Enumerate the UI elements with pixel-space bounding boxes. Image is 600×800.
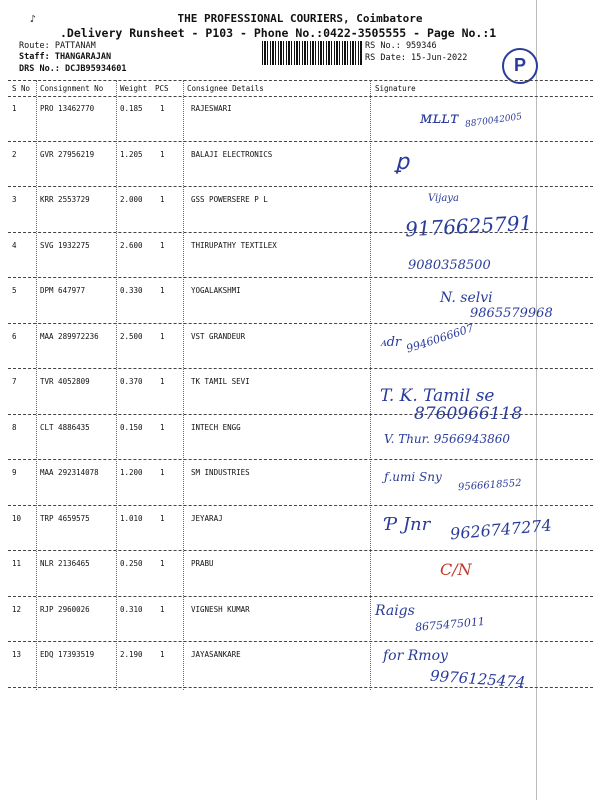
cell-pcs: 1 (160, 149, 165, 159)
handwritten-phone: 8760966118 (414, 404, 523, 424)
table-header-rule (8, 96, 593, 97)
rs-date: RS Date: 15-Jun-2022 (365, 53, 468, 63)
cell-sno: 5 (12, 286, 17, 295)
cell-pcs: 1 (160, 468, 165, 477)
staff-label: Staff: THANGARAJAN (19, 52, 112, 62)
cell-weight: 2.500 (120, 331, 143, 341)
column-divider (370, 80, 371, 690)
column-divider (116, 80, 117, 690)
signature-scrawl: Raigs (375, 603, 415, 619)
cell-weight: 2.190 (120, 650, 143, 659)
signature-scrawl: ꭺdr (380, 335, 402, 350)
cell-consignee: RAJESWARI (191, 104, 232, 113)
cell-sno: 6 (12, 331, 17, 341)
signature-scrawl: ᴍʟʟᴛ (420, 108, 459, 127)
handwritten-name: Vijaya (428, 193, 459, 204)
cell-sno: 1 (12, 104, 17, 113)
cell-weight: 0.370 (120, 377, 143, 386)
cell-sno: 11 (12, 559, 22, 568)
handwritten-name: T. K. Tamil se (380, 386, 495, 406)
barcode-image (262, 41, 362, 65)
handwritten-phone: 8870042005 (464, 112, 523, 130)
row-divider (8, 277, 593, 278)
column-divider (36, 80, 37, 690)
cell-consignee: PRABU (191, 559, 214, 568)
cell-weight: 1.205 (120, 149, 143, 159)
cell-consignment-no: RJP 2960026 (40, 604, 90, 614)
page-edge-line (536, 0, 537, 800)
cell-consignment-no: NLR 2136465 (40, 559, 90, 568)
row-divider (8, 596, 593, 597)
cell-weight: 0.310 (120, 604, 143, 614)
row-divider (8, 323, 593, 324)
cell-consignee: SM INDUSTRIES (191, 468, 250, 477)
drs-number: DRS No.: DCJB95934601 (19, 64, 127, 74)
cell-weight: 2.600 (120, 240, 143, 250)
handwritten-name: N. selvi (440, 290, 493, 306)
cell-sno: 9 (12, 468, 17, 477)
cell-consignment-no: KRR 2553729 (40, 195, 90, 204)
row-divider (8, 641, 593, 642)
col-header-weight: Weight (120, 84, 148, 93)
cell-consignee: INTECH ENGG (191, 422, 241, 432)
scan-mark: ♪ (30, 14, 37, 25)
cell-pcs: 1 (160, 422, 165, 432)
column-divider (183, 80, 184, 690)
col-header-consignment: Consignment No (40, 84, 104, 93)
handwritten-phone: 9946066607 (404, 321, 476, 356)
cell-sno: 10 (12, 513, 22, 523)
cell-sno: 3 (12, 195, 17, 204)
col-header-pcs: PCS (155, 84, 169, 93)
cell-pcs: 1 (160, 604, 165, 614)
cell-pcs: 1 (160, 650, 165, 659)
cell-sno: 4 (12, 240, 17, 250)
cell-consignee: TK TAMIL SEVI (191, 377, 250, 386)
p-stamp: P (502, 48, 538, 84)
cell-sno: 12 (12, 604, 22, 614)
cell-pcs: 1 (160, 331, 165, 341)
signature-scrawl: for Rmoy (383, 648, 448, 664)
cell-sno: 2 (12, 149, 17, 159)
cell-weight: 1.200 (120, 468, 143, 477)
handwritten-phone: 9976125474 (429, 666, 526, 692)
cell-consignee: JEYARAJ (191, 513, 223, 523)
signature-scrawl: ꝑ (395, 150, 409, 175)
cell-weight: 2.000 (120, 195, 143, 204)
cell-weight: 0.250 (120, 559, 143, 568)
cell-weight: 0.185 (120, 104, 143, 113)
handwritten-phone: 8675475011 (414, 614, 486, 635)
signature-scrawl: Ƥ Jnr (385, 514, 431, 535)
row-divider (8, 186, 593, 187)
col-header-signature: Signature (375, 84, 416, 93)
page-title: THE PROFESSIONAL COURIERS, Coimbatore (177, 12, 423, 25)
cell-weight: 1.010 (120, 513, 143, 523)
route-label: Route: PATTANAM (19, 41, 96, 51)
cell-pcs: 1 (160, 195, 165, 204)
cell-pcs: 1 (160, 104, 165, 113)
cell-consignment-no: DPM 647977 (40, 286, 86, 295)
cell-pcs: 1 (160, 240, 165, 250)
runsheet-subtitle: .Delivery Runsheet - P103 - Phone No.:0422-3505555 - Page No.:1 (60, 26, 497, 40)
cell-pcs: 1 (160, 286, 165, 295)
cell-pcs: 1 (160, 559, 165, 568)
col-header-consignee: Consignee Details (187, 84, 264, 93)
cell-consignee: THIRUPATHY TEXTILEX (191, 240, 277, 250)
handwritten-note: C/N (440, 560, 472, 579)
cell-pcs: 1 (160, 377, 165, 386)
cell-consignment-no: TRP 4659575 (40, 513, 90, 523)
cell-consignee: JAYASANKARE (191, 650, 241, 659)
cell-sno: 8 (12, 422, 17, 432)
cell-consignment-no: MAA 292314078 (40, 468, 99, 477)
handwritten-phone: 9176625791 (404, 210, 533, 242)
handwritten-phone: 9566618552 (457, 477, 522, 494)
handwritten-phone: 9626747274 (449, 515, 553, 544)
cell-consignee: VST GRANDEUR (191, 331, 246, 341)
table-top-rule (8, 80, 593, 81)
row-divider (8, 505, 593, 506)
handwritten-sign-phone: V. Thur. 9566943860 (384, 432, 511, 446)
cell-consignment-no: MAA 289972236 (40, 331, 99, 341)
cell-consignment-no: PRO 13462770 (40, 104, 95, 113)
cell-consignee: BALAJI ELECTRONICS (191, 149, 273, 159)
cell-consignment-no: SVG 1932275 (40, 240, 90, 250)
handwritten-phone: 9865579968 (470, 306, 553, 321)
cell-weight: 0.330 (120, 286, 143, 295)
handwritten-phone: 9080358500 (408, 258, 491, 273)
cell-sno: 13 (12, 650, 22, 659)
cell-pcs: 1 (160, 513, 165, 523)
row-divider (8, 550, 593, 551)
cell-consignment-no: CLT 4886435 (40, 422, 90, 432)
row-divider (8, 368, 593, 369)
cell-sno: 7 (12, 377, 17, 386)
signature-scrawl: ƒ.umi Sny (384, 470, 442, 484)
cell-consignee: VIGNESH KUMAR (191, 604, 250, 614)
rs-number: RS No.: 959346 (365, 41, 437, 51)
cell-weight: 0.150 (120, 422, 143, 432)
cell-consignment-no: TVR 4052809 (40, 377, 90, 386)
row-divider (8, 141, 593, 142)
cell-consignee: YOGALAKSHMI (191, 286, 241, 295)
col-header-sno: S No (12, 84, 31, 93)
row-divider (8, 459, 593, 460)
cell-consignment-no: GVR 27956219 (40, 149, 95, 159)
cell-consignee: GSS POWERSERE P L (191, 195, 268, 204)
cell-consignment-no: EDQ 17393519 (40, 650, 95, 659)
